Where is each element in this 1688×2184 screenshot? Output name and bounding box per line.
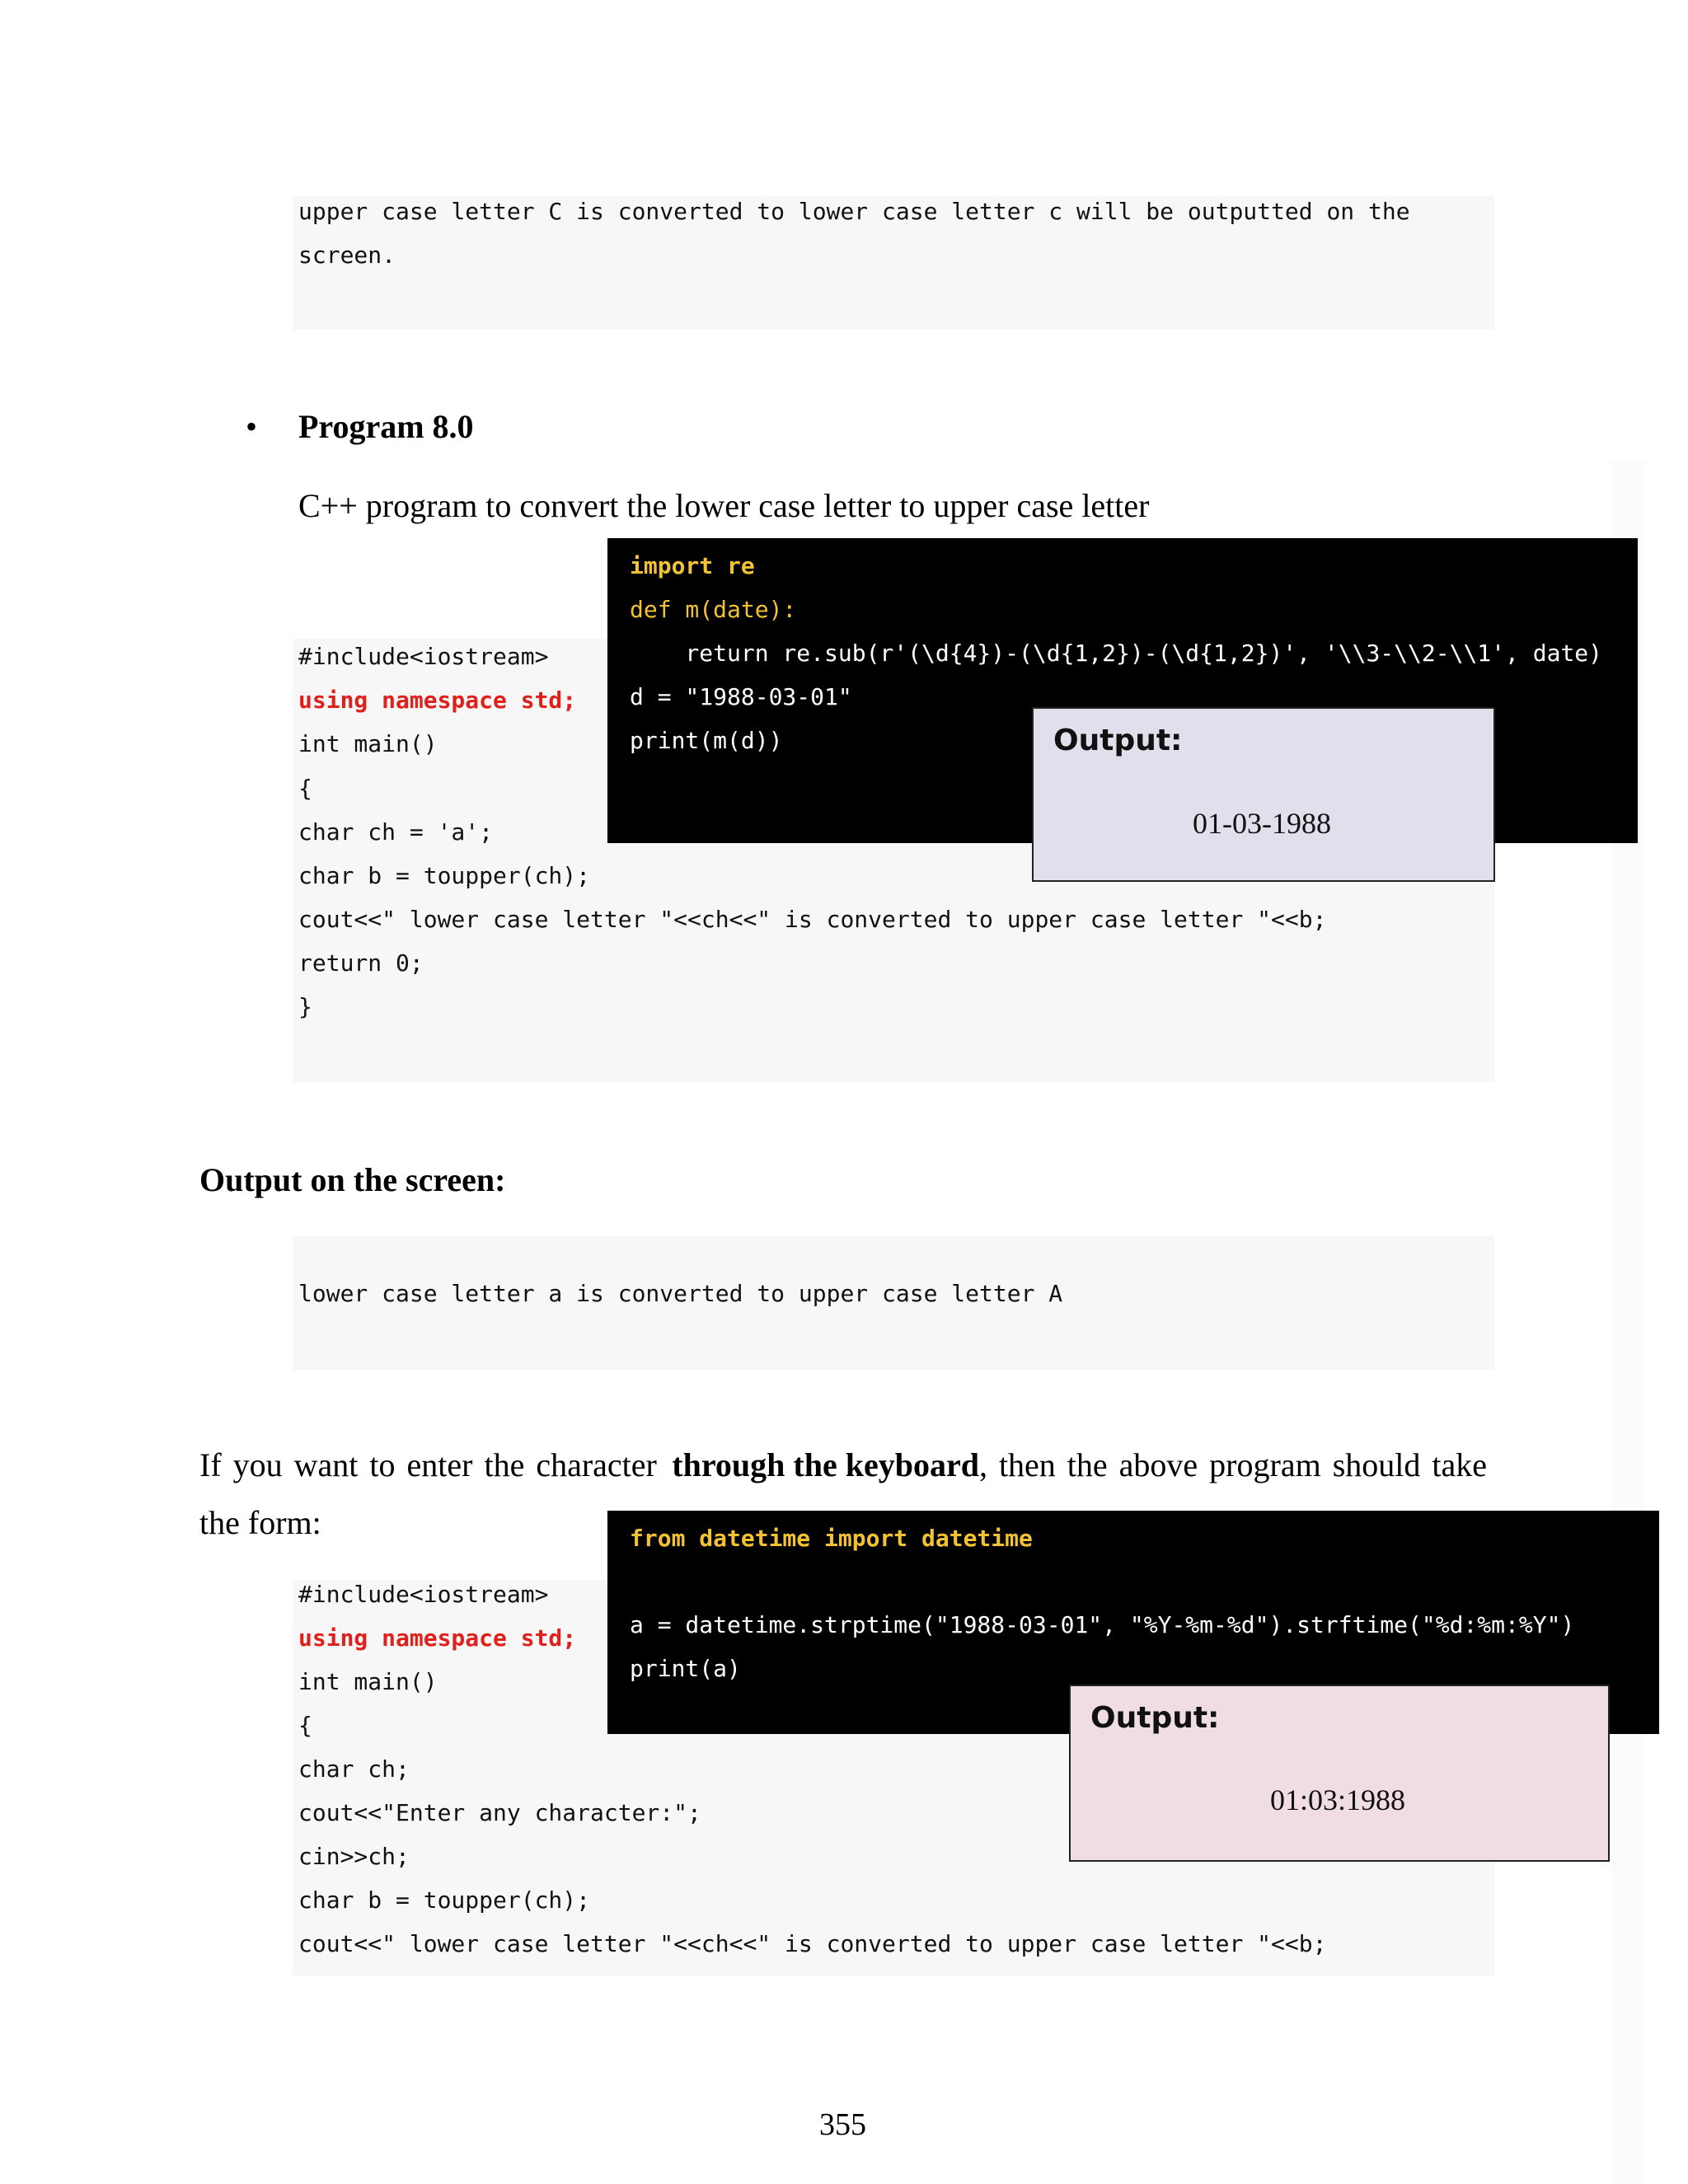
output-heading: Output on the screen: xyxy=(199,1161,506,1198)
code1-main: int main() xyxy=(298,730,438,757)
code1-include: #include<iostream> xyxy=(298,643,549,670)
program-description: C++ program to convert the lower case letter to upper case letter xyxy=(298,487,1150,524)
py1-line-4: d = "1988-03-01" xyxy=(630,683,852,710)
py2-line-2: a = datetime.strptime("1988-03-01", "%Y-%m-%d").strftime("%d:%m:%Y") xyxy=(630,1611,1575,1638)
paragraph-line-2: the form: xyxy=(199,1504,321,1541)
output-box-1-label: Output: xyxy=(1053,724,1183,757)
code2-open-brace: { xyxy=(298,1712,312,1739)
py1-line-5: print(m(d)) xyxy=(630,727,783,754)
code2-cout: cout<<" lower case letter "<<ch<<" is converted to upper case letter "<<b; xyxy=(298,1930,1327,1957)
code2-prompt: cout<<"Enter any character:"; xyxy=(298,1799,701,1826)
paragraph-bold-text: through the keyboard xyxy=(672,1446,979,1483)
code2-decl: char ch; xyxy=(298,1755,410,1783)
code2-toupper: char b = toupper(ch); xyxy=(298,1886,591,1914)
paragraph-line-1 xyxy=(199,1446,1487,1484)
code1-decl: char ch = 'a'; xyxy=(298,818,494,846)
bullet: • xyxy=(246,408,258,445)
code1-close-brace: } xyxy=(298,993,312,1020)
py1-line-2: def m(date): xyxy=(630,596,797,623)
py1-line-1: import re xyxy=(630,552,755,579)
code1-toupper: char b = toupper(ch); xyxy=(298,862,591,889)
paragraph-part-1: If you want to enter the character xyxy=(199,1446,657,1483)
page-number: 355 xyxy=(819,2107,866,2142)
paragraph-bold xyxy=(672,1446,1487,1484)
screen-output-text: lower case letter a is converted to upper case letter A xyxy=(298,1280,1063,1307)
code1-return: return 0; xyxy=(298,949,424,977)
output-box-2-label: Output: xyxy=(1090,1701,1220,1735)
py1-line-3: return re.sub(r'(\d{4})-(\d{1,2})-(\d{1,2})', '\\3-\\2-\\1', date) xyxy=(630,640,1603,667)
py2-line-1: from datetime import datetime xyxy=(630,1525,1033,1552)
code2-include: #include<iostream> xyxy=(298,1581,549,1608)
top-output-line-1: upper case letter C is converted to lower case letter c will be outputted on the xyxy=(298,198,1410,225)
output-box-2-value: 01:03:1988 xyxy=(1270,1783,1406,1816)
top-output-line-2: screen. xyxy=(298,241,396,269)
code2-using: using namespace std; xyxy=(298,1624,577,1652)
code1-open-brace: { xyxy=(298,775,312,802)
code2-cin: cin>>ch; xyxy=(298,1843,410,1870)
code1-using: using namespace std; xyxy=(298,687,577,714)
program-title: Program 8.0 xyxy=(298,408,474,445)
paragraph-part-2: , then the above program should take xyxy=(978,1446,1487,1483)
code2-main: int main() xyxy=(298,1668,438,1695)
py2-line-3: print(a) xyxy=(630,1655,741,1682)
code1-cout: cout<<" lower case letter "<<ch<<" is converted to upper case letter "<<b; xyxy=(298,906,1327,933)
output-box-1-value: 01-03-1988 xyxy=(1193,807,1331,840)
